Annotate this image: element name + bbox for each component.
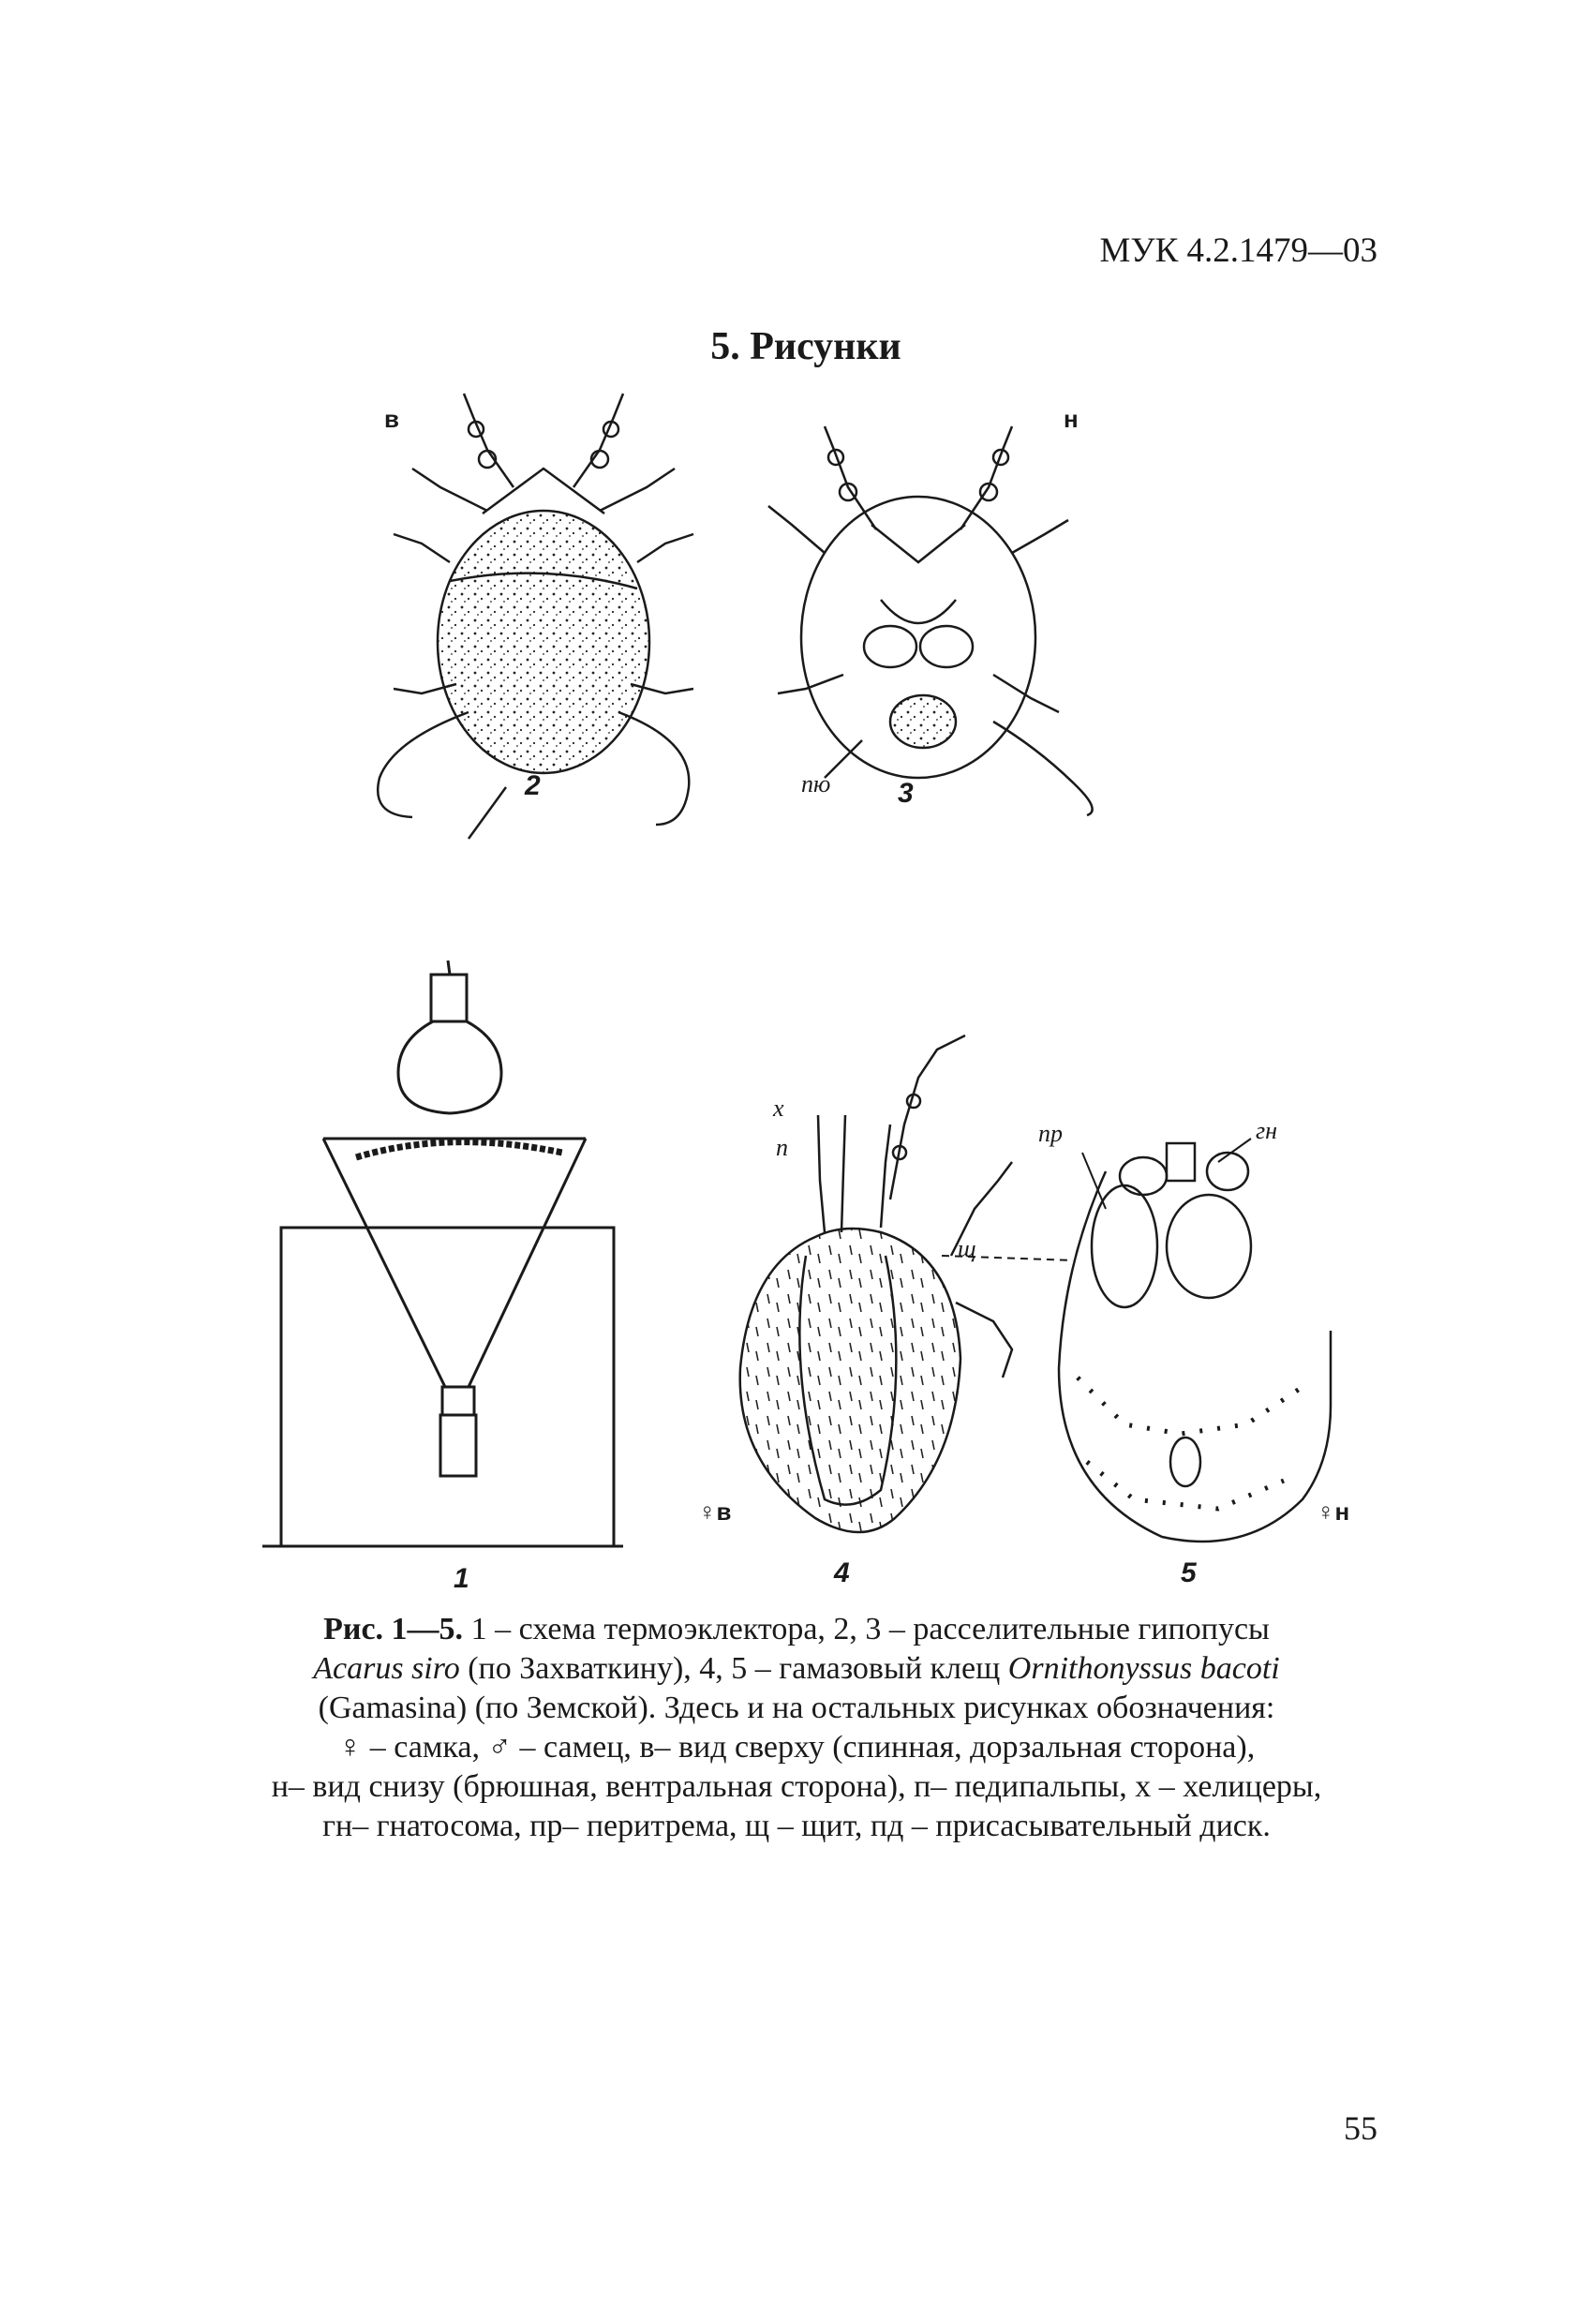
fig5-label-gnathosoma: гн bbox=[1256, 1117, 1278, 1144]
fig2-number: 2 bbox=[525, 770, 541, 801]
fig1-number: 1 bbox=[454, 1563, 469, 1594]
figure-5-gamasid-ventral bbox=[1059, 1139, 1331, 1542]
fig4-view-label: ♀в bbox=[698, 1497, 732, 1526]
fig4-label-shield: щ bbox=[958, 1235, 976, 1262]
fig4-label-chelicerae: х bbox=[773, 1095, 784, 1122]
fig2-view-label: в bbox=[384, 405, 399, 433]
fig5-label-peritreme: пр bbox=[1038, 1120, 1063, 1147]
page-number: 55 bbox=[1344, 2109, 1377, 2147]
figure-4-gamasid-dorsal bbox=[740, 1035, 1073, 1532]
caption-line-1: Рис. 1—5. 1 – схема термоэклектора, 2, 3 – расселительные гипопусы bbox=[323, 1612, 1270, 1646]
caption-line-4: ♀ – самка, ♂ – самец, в– вид сверху (спинная, дорзальная сторона), bbox=[337, 1730, 1256, 1765]
fig3-sucker-label: пю bbox=[801, 770, 831, 797]
fig5-number: 5 bbox=[1181, 1557, 1197, 1588]
figure-3-mite-ventral bbox=[768, 426, 1093, 815]
fig4-number: 4 bbox=[834, 1557, 850, 1588]
caption-lead: Рис. 1—5. bbox=[323, 1612, 464, 1646]
fig4-label-pedipalps: п bbox=[776, 1134, 788, 1161]
section-title: 5. Рисунки bbox=[710, 325, 901, 368]
caption-line-3: (Gamasina) (по Земской). Здесь и на остальных рисунках обозначения: bbox=[318, 1691, 1275, 1725]
fig3-number: 3 bbox=[898, 778, 914, 809]
fig3-view-label: н bbox=[1064, 405, 1079, 433]
fig5-view-label: ♀н bbox=[1317, 1497, 1350, 1526]
figure-1-thermoeclector bbox=[262, 961, 623, 1546]
caption-line-2: Acarus siro (по Захваткину), 4, 5 – гамазовый клещ Ornithonyssus bacoti bbox=[313, 1651, 1280, 1686]
caption-line-6: гн– гнатосома, пр– перитрема, щ – щит, пд – присасывательный диск. bbox=[322, 1809, 1271, 1843]
figure-caption bbox=[234, 1610, 1359, 1846]
caption-line-5: н– вид снизу (брюшная, вентральная сторона), п– педипальпы, х – хелицеры, bbox=[271, 1769, 1322, 1804]
document-code: МУК 4.2.1479—03 bbox=[1099, 231, 1377, 270]
